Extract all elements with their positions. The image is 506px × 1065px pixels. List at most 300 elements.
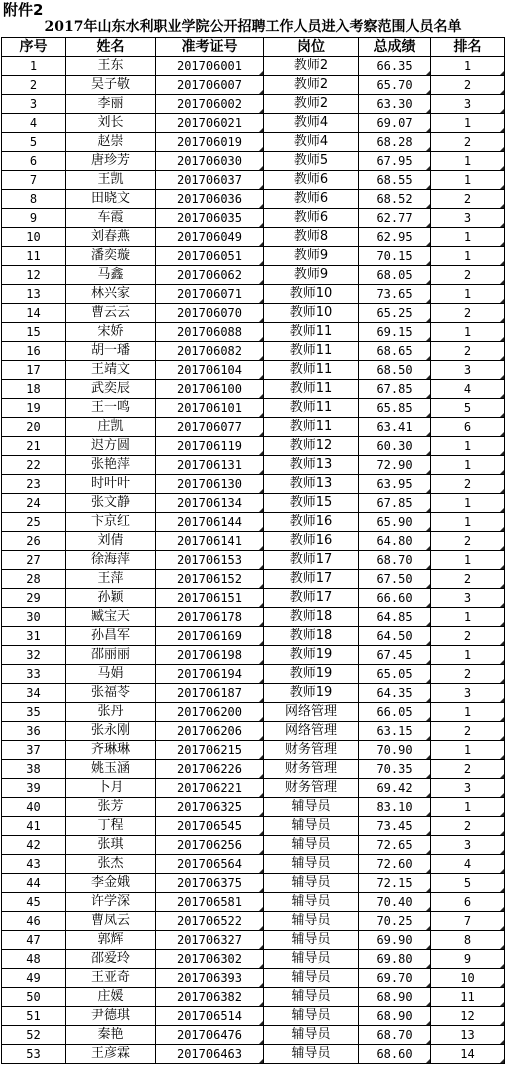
cell-total-score: 68.70 [359,1026,431,1045]
cell-exam-id: 201706382 [156,988,264,1007]
table-row [2,456,505,475]
cell-total-score: 72.65 [359,836,431,855]
cell-index: 46 [2,912,66,931]
cell-rank: 1 [431,551,505,570]
table-row [2,1026,505,1045]
table-row [2,114,505,133]
cell-exam-id: 201706187 [156,684,264,703]
cell-name: 丁程 [66,817,156,836]
cell-name: 秦艳 [66,1026,156,1045]
table-row [2,399,505,418]
cell-exam-id: 201706101 [156,399,264,418]
cell-total-score: 69.80 [359,950,431,969]
table-row [2,494,505,513]
table-row [2,969,505,988]
cell-exam-id: 201706256 [156,836,264,855]
cell-total-score: 68.55 [359,171,431,190]
cell-position: 教师19 [264,665,359,684]
cell-name: 潘奕璇 [66,247,156,266]
cell-total-score: 72.60 [359,855,431,874]
table-row [2,532,505,551]
table-row [2,988,505,1007]
cell-position: 教师15 [264,494,359,513]
cell-index: 16 [2,342,66,361]
cell-name: 庄媛 [66,988,156,1007]
cell-index: 8 [2,190,66,209]
cell-position: 教师17 [264,570,359,589]
cell-rank: 1 [431,171,505,190]
cell-rank: 3 [431,589,505,608]
cell-rank: 1 [431,703,505,722]
cell-position: 教师13 [264,456,359,475]
cell-index: 43 [2,855,66,874]
cell-exam-id: 201706002 [156,95,264,114]
cell-index: 6 [2,152,66,171]
cell-position: 教师16 [264,532,359,551]
cell-index: 22 [2,456,66,475]
cell-name: 马鑫 [66,266,156,285]
cell-total-score: 64.35 [359,684,431,703]
cell-total-score: 65.25 [359,304,431,323]
cell-name: 张丹 [66,703,156,722]
table-row [2,798,505,817]
cell-rank: 1 [431,285,505,304]
cell-name: 王凯 [66,171,156,190]
cell-rank: 1 [431,152,505,171]
cell-exam-id: 201706001 [156,57,264,76]
cell-index: 15 [2,323,66,342]
cell-exam-id: 201706077 [156,418,264,437]
cell-position: 教师2 [264,76,359,95]
cell-rank: 5 [431,399,505,418]
table-row [2,1045,505,1064]
cell-total-score: 67.50 [359,570,431,589]
cell-total-score: 66.35 [359,57,431,76]
cell-total-score: 68.90 [359,1007,431,1026]
cell-name: 王一鸣 [66,399,156,418]
cell-index: 20 [2,418,66,437]
cell-exam-id: 201706463 [156,1045,264,1064]
table-row [2,285,505,304]
cell-position: 教师11 [264,380,359,399]
cell-name: 郭辉 [66,931,156,950]
cell-name: 曹凤云 [66,912,156,931]
cell-name: 胡一璠 [66,342,156,361]
cell-rank: 3 [431,95,505,114]
table-row [2,760,505,779]
cell-name: 张艳萍 [66,456,156,475]
cell-position: 财务管理 [264,760,359,779]
cell-rank: 6 [431,893,505,912]
cell-exam-id: 201706030 [156,152,264,171]
cell-name: 许学深 [66,893,156,912]
table-row [2,247,505,266]
cell-position: 财务管理 [264,779,359,798]
cell-name: 时叶叶 [66,475,156,494]
table-row [2,342,505,361]
cell-total-score: 66.05 [359,703,431,722]
cell-total-score: 62.77 [359,209,431,228]
cell-name: 张文静 [66,494,156,513]
table-body [2,57,505,1064]
cell-position: 辅导员 [264,912,359,931]
cell-total-score: 72.90 [359,456,431,475]
cell-exam-id: 201706130 [156,475,264,494]
cell-rank: 6 [431,418,505,437]
table-row [2,152,505,171]
header-position: 岗位 [264,38,359,57]
cell-total-score: 69.70 [359,969,431,988]
table-row [2,646,505,665]
cell-index: 4 [2,114,66,133]
cell-total-score: 73.45 [359,817,431,836]
header-index: 序号 [2,38,66,57]
cell-exam-id: 201706302 [156,950,264,969]
cell-name: 邵丽丽 [66,646,156,665]
cell-rank: 7 [431,912,505,931]
cell-total-score: 65.70 [359,76,431,95]
cell-position: 教师4 [264,114,359,133]
cell-name: 曹云云 [66,304,156,323]
cell-exam-id: 201706393 [156,969,264,988]
header-name: 姓名 [66,38,156,57]
cell-exam-id: 201706082 [156,342,264,361]
cell-exam-id: 201706206 [156,722,264,741]
cell-index: 32 [2,646,66,665]
cell-total-score: 64.80 [359,532,431,551]
header-total-score: 总成绩 [359,38,431,57]
table-row [2,589,505,608]
cell-name: 徐海萍 [66,551,156,570]
cell-position: 教师4 [264,133,359,152]
cell-index: 48 [2,950,66,969]
cell-exam-id: 201706049 [156,228,264,247]
cell-rank: 12 [431,1007,505,1026]
cell-position: 财务管理 [264,741,359,760]
cell-name: 姚玉涵 [66,760,156,779]
cell-name: 孙昌军 [66,627,156,646]
cell-position: 教师11 [264,418,359,437]
cell-name: 庄凯 [66,418,156,437]
cell-rank: 2 [431,304,505,323]
cell-total-score: 68.90 [359,988,431,1007]
table-row [2,513,505,532]
table-row [2,133,505,152]
cell-exam-id: 201706100 [156,380,264,399]
cell-position: 教师19 [264,646,359,665]
table-row [2,779,505,798]
cell-exam-id: 201706327 [156,931,264,950]
cell-index: 28 [2,570,66,589]
cell-position: 教师2 [264,57,359,76]
cell-exam-id: 201706151 [156,589,264,608]
table-row [2,627,505,646]
cell-rank: 9 [431,950,505,969]
table-row [2,1007,505,1026]
cell-name: 张永刚 [66,722,156,741]
cell-exam-id: 201706035 [156,209,264,228]
table-row [2,190,505,209]
cell-rank: 2 [431,133,505,152]
cell-index: 25 [2,513,66,532]
cell-position: 教师16 [264,513,359,532]
cell-total-score: 68.52 [359,190,431,209]
cell-position: 网络管理 [264,703,359,722]
cell-rank: 2 [431,570,505,589]
cell-total-score: 67.45 [359,646,431,665]
cell-total-score: 63.95 [359,475,431,494]
cell-position: 辅导员 [264,988,359,1007]
cell-position: 教师17 [264,551,359,570]
cell-index: 17 [2,361,66,380]
cell-name: 李金娥 [66,874,156,893]
cell-total-score: 65.85 [359,399,431,418]
cell-total-score: 69.07 [359,114,431,133]
cell-index: 1 [2,57,66,76]
cell-rank: 1 [431,646,505,665]
cell-exam-id: 201706476 [156,1026,264,1045]
table-row [2,551,505,570]
cell-name: 林兴家 [66,285,156,304]
cell-rank: 11 [431,988,505,1007]
cell-name: 迟方圆 [66,437,156,456]
cell-name: 车霞 [66,209,156,228]
cell-total-score: 70.25 [359,912,431,931]
cell-name: 邵爱玲 [66,950,156,969]
cell-exam-id: 201706522 [156,912,264,931]
cell-index: 13 [2,285,66,304]
cell-index: 50 [2,988,66,1007]
table-row [2,931,505,950]
cell-exam-id: 201706104 [156,361,264,380]
cell-name: 尹德琪 [66,1007,156,1026]
cell-name: 唐珍芳 [66,152,156,171]
cell-total-score: 73.65 [359,285,431,304]
cell-name: 宋娇 [66,323,156,342]
cell-exam-id: 201706141 [156,532,264,551]
cell-total-score: 64.50 [359,627,431,646]
cell-position: 教师6 [264,190,359,209]
table-row [2,893,505,912]
cell-total-score: 70.15 [359,247,431,266]
cell-name: 马娟 [66,665,156,684]
cell-rank: 5 [431,874,505,893]
cell-index: 33 [2,665,66,684]
table-row [2,323,505,342]
cell-name: 王东 [66,57,156,76]
cell-rank: 2 [431,190,505,209]
cell-position: 辅导员 [264,836,359,855]
cell-index: 11 [2,247,66,266]
table-row [2,570,505,589]
cell-index: 12 [2,266,66,285]
cell-exam-id: 201706169 [156,627,264,646]
cell-rank: 2 [431,722,505,741]
cell-total-score: 70.90 [359,741,431,760]
cell-total-score: 66.60 [359,589,431,608]
cell-position: 教师11 [264,342,359,361]
cell-name: 刘春燕 [66,228,156,247]
table-row [2,950,505,969]
table-row [2,209,505,228]
cell-rank: 2 [431,627,505,646]
table-row [2,76,505,95]
cell-total-score: 68.70 [359,551,431,570]
cell-total-score: 83.10 [359,798,431,817]
cell-position: 辅导员 [264,1026,359,1045]
table-row [2,380,505,399]
cell-exam-id: 201706545 [156,817,264,836]
cell-rank: 1 [431,323,505,342]
table-row [2,684,505,703]
cell-name: 卜月 [66,779,156,798]
cell-name: 孙颖 [66,589,156,608]
cell-index: 40 [2,798,66,817]
header-rank: 排名 [431,38,505,57]
cell-exam-id: 201706037 [156,171,264,190]
cell-exam-id: 201706062 [156,266,264,285]
cell-name: 赵崇 [66,133,156,152]
cell-rank: 3 [431,836,505,855]
cell-total-score: 68.65 [359,342,431,361]
cell-rank: 1 [431,741,505,760]
cell-name: 臧宝天 [66,608,156,627]
cell-index: 44 [2,874,66,893]
table-row [2,475,505,494]
cell-rank: 10 [431,969,505,988]
cell-rank: 4 [431,380,505,399]
cell-index: 36 [2,722,66,741]
cell-position: 教师18 [264,608,359,627]
cell-name: 张芳 [66,798,156,817]
table-row [2,855,505,874]
cell-exam-id: 201706144 [156,513,264,532]
table-header-row [2,38,505,57]
cell-name: 王萍 [66,570,156,589]
cell-exam-id: 201706514 [156,1007,264,1026]
table-row [2,703,505,722]
cell-index: 39 [2,779,66,798]
table-row [2,817,505,836]
table-row [2,57,505,76]
cell-index: 30 [2,608,66,627]
table-row [2,437,505,456]
cell-exam-id: 201706088 [156,323,264,342]
cell-position: 教师2 [264,95,359,114]
cell-index: 49 [2,969,66,988]
cell-exam-id: 201706564 [156,855,264,874]
cell-total-score: 69.42 [359,779,431,798]
table-row [2,608,505,627]
cell-total-score: 70.35 [359,760,431,779]
cell-total-score: 63.15 [359,722,431,741]
cell-index: 52 [2,1026,66,1045]
cell-exam-id: 201706070 [156,304,264,323]
cell-index: 5 [2,133,66,152]
cell-exam-id: 201706134 [156,494,264,513]
cell-name: 李丽 [66,95,156,114]
table-row [2,836,505,855]
cell-rank: 1 [431,114,505,133]
cell-total-score: 64.85 [359,608,431,627]
cell-total-score: 67.85 [359,380,431,399]
cell-position: 辅导员 [264,855,359,874]
cell-exam-id: 201706198 [156,646,264,665]
cell-name: 王靖文 [66,361,156,380]
cell-index: 47 [2,931,66,950]
cell-index: 38 [2,760,66,779]
table-row [2,228,505,247]
table-row [2,722,505,741]
cell-exam-id: 201706581 [156,893,264,912]
table-row [2,266,505,285]
cell-index: 41 [2,817,66,836]
cell-rank: 1 [431,228,505,247]
table-row [2,874,505,893]
cell-position: 辅导员 [264,893,359,912]
cell-rank: 1 [431,247,505,266]
cell-position: 教师9 [264,247,359,266]
cell-rank: 3 [431,361,505,380]
cell-exam-id: 201706226 [156,760,264,779]
cell-total-score: 68.60 [359,1045,431,1064]
cell-index: 42 [2,836,66,855]
cell-rank: 3 [431,684,505,703]
cell-name: 张琪 [66,836,156,855]
cell-position: 教师9 [264,266,359,285]
cell-position: 辅导员 [264,817,359,836]
cell-position: 教师17 [264,589,359,608]
table-row [2,665,505,684]
cell-exam-id: 201706019 [156,133,264,152]
cell-exam-id: 201706375 [156,874,264,893]
cell-position: 辅导员 [264,798,359,817]
cell-total-score: 70.40 [359,893,431,912]
cell-rank: 2 [431,532,505,551]
cell-rank: 1 [431,437,505,456]
cell-position: 辅导员 [264,950,359,969]
table-row [2,741,505,760]
cell-name: 武奕辰 [66,380,156,399]
cell-rank: 1 [431,608,505,627]
cell-position: 教师18 [264,627,359,646]
cell-total-score: 65.05 [359,665,431,684]
cell-name: 吴子敬 [66,76,156,95]
cell-rank: 2 [431,817,505,836]
cell-position: 辅导员 [264,931,359,950]
cell-name: 卞京红 [66,513,156,532]
cell-position: 辅导员 [264,1045,359,1064]
cell-total-score: 62.95 [359,228,431,247]
cell-position: 教师10 [264,304,359,323]
cell-position: 教师6 [264,209,359,228]
cell-total-score: 63.41 [359,418,431,437]
cell-rank: 8 [431,931,505,950]
cell-name: 王亚奇 [66,969,156,988]
cell-position: 教师11 [264,361,359,380]
table-row [2,418,505,437]
cell-exam-id: 201706215 [156,741,264,760]
table-row [2,912,505,931]
cell-total-score: 69.90 [359,931,431,950]
cell-rank: 1 [431,57,505,76]
table-row [2,361,505,380]
cell-exam-id: 201706007 [156,76,264,95]
cell-exam-id: 201706119 [156,437,264,456]
cell-name: 王彦霖 [66,1045,156,1064]
table-row [2,95,505,114]
cell-total-score: 72.15 [359,874,431,893]
